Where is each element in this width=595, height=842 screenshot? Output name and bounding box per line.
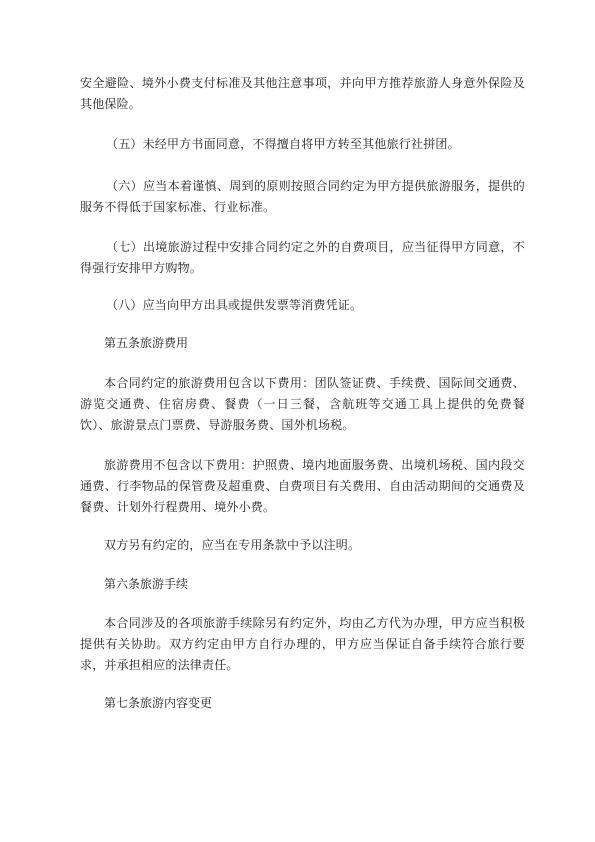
paragraph-fees-excluded: 旅游费用不包含以下费用：护照费、境内地面服务费、出境机场税、国内段交通费、行李物品的保管费及超重费、自费项目有关费用、自由活动期间的交通费及餐费、计划外行程费用、境外小费。 xyxy=(80,458,525,514)
paragraph-item-5: （五）未经甲方书面同意，不得擅自将甲方转至其他旅行社拼团。 xyxy=(106,137,460,151)
paragraph-special-terms: 双方另有约定的，应当在专用条款中予以注明。 xyxy=(104,538,361,552)
paragraph-safety-notice: 安全避险、境外小费支付标准及其他注意事项，并向甲方推荐旅游人身意外保险及其他保险。 xyxy=(80,76,525,111)
paragraph-fees-included: 本合同约定的旅游费用包含以下费用：团队签证费、手续费、国际间交通费、游览交通费、住宿房费、餐费（一日三餐，含航班等交通工具上提供的免费餐饮）、旅游景点门票费、导游服务费、国外机场税。 xyxy=(80,376,525,432)
paragraph-item-7: （七）出境旅游过程中安排合同约定之外的自费项目，应当征得甲方同意，不得强行安排甲方购物。 xyxy=(80,240,525,275)
heading-article-6: 第六条旅游手续 xyxy=(104,577,189,591)
heading-article-5: 第五条旅游费用 xyxy=(104,336,189,350)
paragraph-item-6: （六）应当本着谨慎、周到的原则按照合同约定为甲方提供旅游服务，提供的服务不得低于国家标准、行业标准。 xyxy=(80,179,525,214)
paragraph-item-8: （八）应当向甲方出具或提供发票等消费凭证。 xyxy=(106,298,363,312)
heading-article-7: 第七条旅游内容变更 xyxy=(104,696,213,710)
paragraph-travel-procedures: 本合同涉及的各项旅游手续除另有约定外，均由乙方代为办理，甲方应当积极提供有关协助。双方约定由甲方自行办理的，甲方应当保证自备手续符合旅行要求，并承担相应的法律责任。 xyxy=(80,616,525,672)
